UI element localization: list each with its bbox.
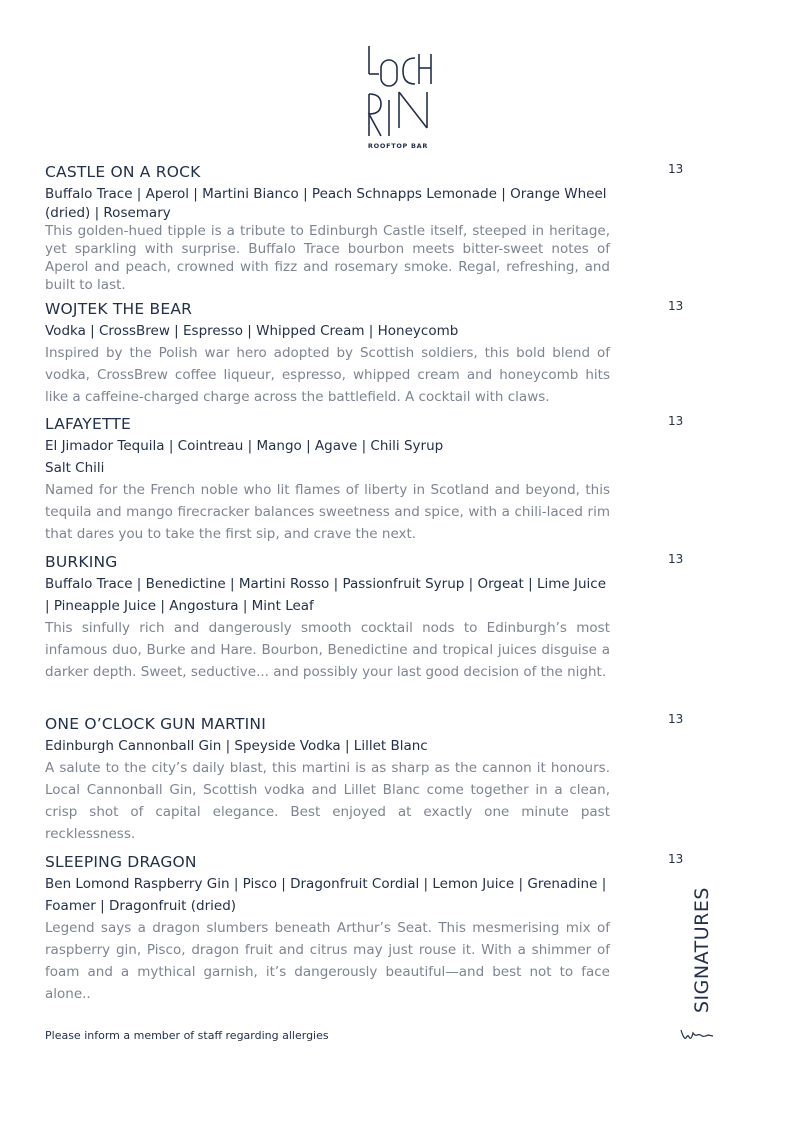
- item-name: LAFAYETTE: [45, 415, 132, 433]
- item-description: This golden-hued tipple is a tribute to Edinburgh Castle itself, steeped in heritage, yet sparkling with surprise. Buffalo Trace bourbon meets bitter-sweet notes of Aperol and peach, crowned with fizz and rosemary smoke. Regal, refreshing, and built to last.: [45, 223, 610, 293]
- menu-item-burking: [45, 552, 610, 683]
- menu-item-wojtek-the-bear: [45, 299, 610, 408]
- item-ingredients: Buffalo Trace | Benedictine | Martini Rosso | Passionfruit Syrup | Orgeat | Lime Juice | Pineapple Juice | Angostura | Mint Leaf: [45, 576, 606, 614]
- item-ingredients: Edinburgh Cannonball Gin | Speyside Vodka | Lillet Blanc: [45, 738, 428, 754]
- item-ingredients: Ben Lomond Raspberry Gin | Pisco | Dragonfruit Cordial | Lemon Juice | Grenadine | Foamer | Dragonfruit (dried): [45, 876, 607, 914]
- item-description: This sinfully rich and dangerously smooth cocktail nods to Edinburgh’s most infamous duo, Burke and Hare. Bourbon, Benedictine and tropical juices disguise a darker depth. Sweet, seductive... and possibly your last good decision of the night.: [45, 620, 610, 680]
- section-label: SIGNATURES: [691, 887, 713, 1013]
- item-price: 13: [668, 162, 684, 176]
- item-price: 13: [668, 552, 684, 566]
- item-description: A salute to the city’s daily blast, this martini is as sharp as the cannon it honours. Local Cannonball Gin, Scottish vodka and Lillet Blanc come together in a clean, crisp shot of capital elegance. Best enjoyed at exactly one minute past recklessness.: [45, 760, 610, 842]
- loch-rin-wordmark-logo: [363, 44, 433, 138]
- item-ingredients: Buffalo Trace | Aperol | Martini Bianco | Peach Schnapps Lemonade | Orange Wheel (dried) | Rosemary: [45, 186, 607, 221]
- item-name: BURKING: [45, 553, 118, 571]
- item-ingredients: El Jimador Tequila | Cointreau | Mango | Agave | Chili Syrup: [45, 438, 444, 454]
- item-price: 13: [668, 299, 684, 313]
- menu-item-one-oclock-gun-martini: [45, 714, 610, 845]
- logo-subtitle: ROOFTOP BAR: [367, 142, 429, 150]
- item-ingredients-extra: Salt Chili: [45, 460, 105, 476]
- menu-item-castle-on-a-rock: [45, 162, 610, 294]
- allergy-note: Please inform a member of staff regarding allergies: [45, 1029, 329, 1042]
- item-name: SLEEPING DRAGON: [45, 853, 197, 871]
- menu-item-sleeping-dragon: [45, 852, 610, 1005]
- item-name: WOJTEK THE BEAR: [45, 300, 193, 318]
- item-price: 13: [668, 712, 684, 726]
- item-price: 13: [668, 414, 684, 428]
- item-price: 13: [668, 852, 684, 866]
- signature-squiggle-icon: [680, 1024, 714, 1044]
- loch-rin-logo: [359, 44, 437, 150]
- item-description: Inspired by the Polish war hero adopted by Scottish soldiers, this bold blend of vodka, CrossBrew coffee liqueur, espresso, whipped cream and honeycomb hits like a caffeine-charged charge across the battlefield. A cocktail with claws.: [45, 345, 610, 405]
- item-name: CASTLE ON A ROCK: [45, 163, 201, 181]
- item-description: Legend says a dragon slumbers beneath Arthur’s Seat. This mesmerising mix of raspberry gin, Pisco, dragon fruit and citrus may just rouse it. With a shimmer of foam and a mythical garnish, it’s dangerously beautiful—and best not to face alone..: [45, 920, 610, 1002]
- item-description: Named for the French noble who lit flames of liberty in Scotland and beyond, this tequila and mango firecracker balances sweetness and spice, with a chili-laced rim that dares you to take the first sip, and crave the next.: [45, 482, 610, 542]
- menu-item-lafayette: [45, 414, 610, 545]
- item-name: ONE O’CLOCK GUN MARTINI: [45, 715, 266, 733]
- item-ingredients: Vodka | CrossBrew | Espresso | Whipped Cream | Honeycomb: [45, 323, 459, 339]
